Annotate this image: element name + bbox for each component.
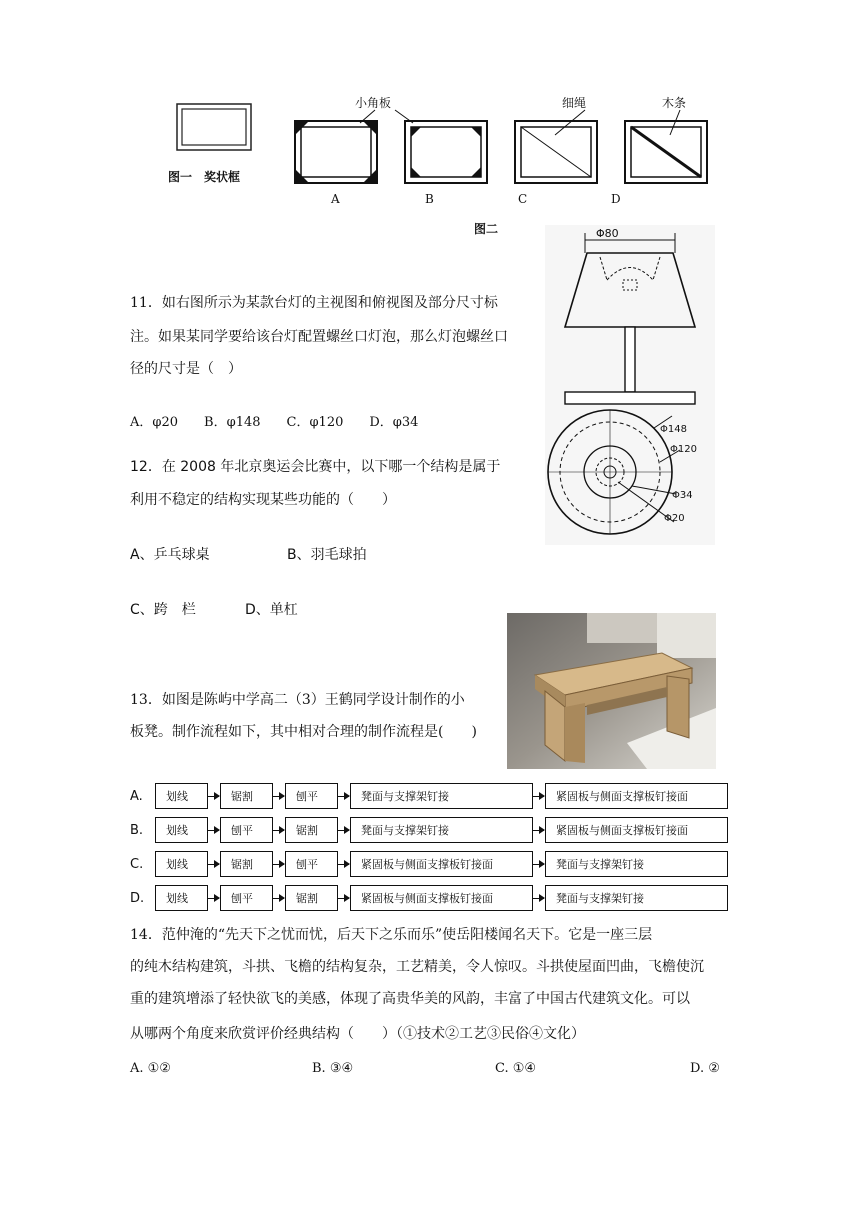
flow-d-step4: 紧固板与侧面支撑板钉接面 (350, 885, 533, 911)
flow-arrow (208, 830, 219, 831)
flow-b-step2: 刨平 (220, 817, 273, 843)
q11-line2: 注。如果某同学要给该台灯配置螺丝口灯泡，那么灯泡螺丝口 (130, 329, 508, 345)
flow-arrow (338, 830, 349, 831)
q12-line2: 利用不稳定的结构实现某些功能的（ ） (130, 492, 396, 508)
flow-b-step4: 凳面与支撑架钉接 (350, 817, 533, 843)
q13-line1: 13．如图是陈屿中学高二（3）王鹤同学设计制作的小 (130, 692, 465, 708)
frame-letter-d: D (611, 192, 621, 206)
award-frame-figure (175, 102, 255, 154)
q14-line4: 从哪两个角度来欣赏评价经典结构（ ）（①技术②工艺③民俗④文化） (130, 1026, 585, 1042)
flow-arrow (533, 864, 544, 865)
flow-c-step4: 紧固板与侧面支撑板钉接面 (350, 851, 533, 877)
q12-line1: 12．在 2008 年北京奥运会比赛中，以下哪一个结构是属于 (130, 459, 501, 475)
q14-option-b: B. ③④ (312, 1061, 354, 1076)
flow-b-step5: 紧固板与侧面支撑板钉接面 (545, 817, 728, 843)
flow-c-step1: 划线 (155, 851, 208, 877)
figure-1-caption: 图一 奖状框 (168, 170, 241, 184)
dim-34: Φ34 (672, 490, 693, 501)
stool-photo (507, 613, 716, 769)
q13-line2: 板凳。制作流程如下，其中相对合理的制作流程是( ) (130, 724, 477, 740)
frame-letter-a: A (331, 192, 340, 206)
q11-line3: 径的尺寸是（ ） (130, 361, 242, 377)
flow-a-step2: 锯割 (220, 783, 273, 809)
q14-line3: 重的建筑增添了轻快欲飞的美感，体现了高贵华美的风韵，丰富了中国古代建筑文化。可以 (130, 991, 690, 1007)
flow-arrow (208, 796, 219, 797)
flow-arrow (208, 864, 219, 865)
q14-option-d: D. ② (690, 1061, 720, 1076)
q12-option-c: C、跨 栏 (130, 602, 196, 618)
flow-a-step5: 紧固板与侧面支撑板钉接面 (545, 783, 728, 809)
flow-c-step5: 凳面与支撑架钉接 (545, 851, 728, 877)
q12-option-d: D、单杠 (245, 602, 298, 618)
flow-arrow (208, 898, 219, 899)
flow-arrow (533, 898, 544, 899)
flow-c-step2: 锯割 (220, 851, 273, 877)
flow-arrow (338, 796, 349, 797)
flow-arrow (273, 830, 284, 831)
flow-d-step2: 刨平 (220, 885, 273, 911)
frame-letter-c: C (518, 192, 528, 206)
flow-arrow (533, 796, 544, 797)
flow-a-step1: 划线 (155, 783, 208, 809)
dim-148: Φ148 (660, 424, 687, 435)
flow-row-d-label: D. (130, 891, 145, 906)
flow-row-c-label: C. (130, 857, 144, 872)
flow-a-step4: 凳面与支撑架钉接 (350, 783, 533, 809)
flow-b-step3: 锯割 (285, 817, 338, 843)
frame-options-figure (285, 90, 725, 190)
label-small-corner-board: 小角板 (355, 96, 392, 110)
flow-arrow (273, 898, 284, 899)
flow-a-step3: 刨平 (285, 783, 338, 809)
dim-120: Φ120 (670, 444, 697, 455)
flow-row-a-label: A. (130, 789, 143, 804)
q11-options: A．φ20 B．φ148 C．φ120 D．φ34 (130, 415, 419, 430)
figure-2-caption: 图二 (474, 222, 499, 236)
flow-d-step3: 锯割 (285, 885, 338, 911)
label-thin-rope: 细绳 (562, 96, 587, 110)
dim-80: Φ80 (596, 227, 619, 240)
q12-option-b: B、羽毛球拍 (287, 547, 367, 563)
flow-arrow (338, 898, 349, 899)
flow-b-step1: 划线 (155, 817, 208, 843)
q14-option-c: C. ①④ (495, 1061, 537, 1076)
q12-option-a: A、乒乓球桌 (130, 547, 210, 563)
label-wood-strip: 木条 (662, 96, 687, 110)
flow-arrow (273, 796, 284, 797)
flow-d-step5: 凳面与支撑架钉接 (545, 885, 728, 911)
q11-line1: 11．如右图所示为某款台灯的主视图和俯视图及部分尺寸标 (130, 295, 498, 311)
q14-line2: 的纯木结构建筑，斗拱、飞檐的结构复杂，工艺精美，令人惊叹。斗拱使屋面凹曲，飞檐使沉 (130, 959, 704, 975)
flow-arrow (533, 830, 544, 831)
flow-row-b-label: B. (130, 823, 144, 838)
q14-line1: 14．范仲淹的“先天下之忧而忧，后天下之乐而乐”使岳阳楼闻名天下。它是一座三层 (130, 927, 653, 943)
frame-letter-b: B (425, 192, 434, 206)
flow-arrow (273, 864, 284, 865)
dim-20: Φ20 (664, 513, 685, 524)
flow-d-step1: 划线 (155, 885, 208, 911)
q14-option-a: A. ①② (130, 1061, 171, 1076)
flow-c-step3: 刨平 (285, 851, 338, 877)
flow-arrow (338, 864, 349, 865)
